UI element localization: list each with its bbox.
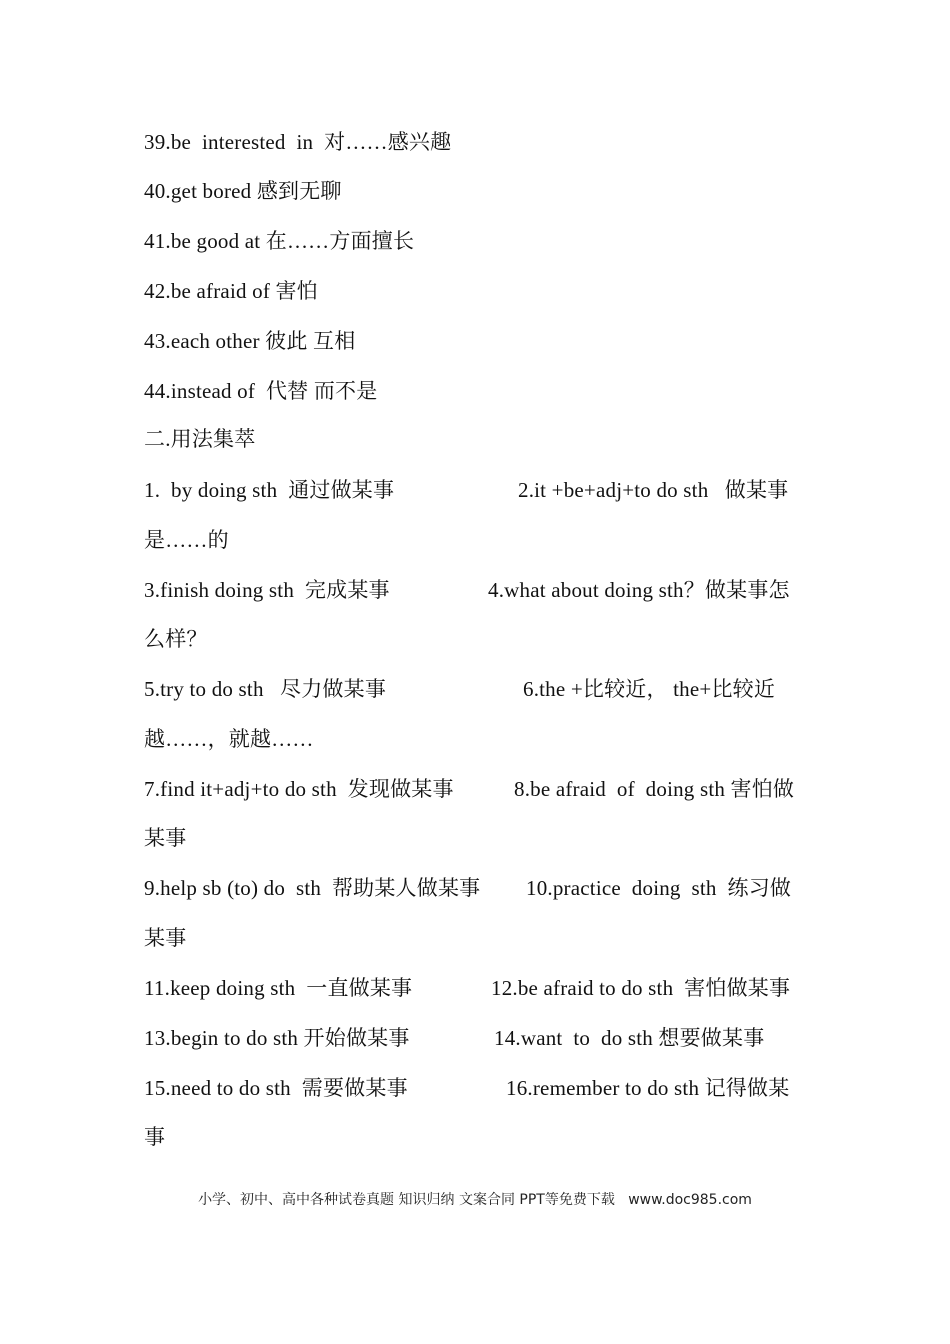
usage-2-continued: 是……的 [144, 528, 229, 552]
usage-16: 16.remember to do sth 记得做某 [506, 1076, 790, 1100]
phrase-44: 44.instead of 代替 而不是 [144, 379, 378, 403]
phrase-43: 43.each other 彼此 互相 [144, 329, 356, 353]
phrase-39: 39.be interested in 对……感兴趣 [144, 130, 452, 154]
usage-1: 1. by doing sth 通过做某事 [144, 478, 395, 502]
usage-16-continued: 事 [144, 1125, 166, 1149]
phrase-41: 41.be good at 在……方面擅长 [144, 229, 415, 253]
usage-13: 13.begin to do sth 开始做某事 [144, 1026, 410, 1050]
usage-8: 8.be afraid of doing sth 害怕做 [514, 777, 795, 801]
usage-10-continued: 某事 [144, 926, 187, 950]
usage-7: 7.find it+adj+to do sth 发现做某事 [144, 777, 454, 801]
usage-6-continued: 越……，就越…… [144, 727, 314, 751]
usage-3: 3.finish doing sth 完成某事 [144, 578, 390, 602]
phrase-40: 40.get bored 感到无聊 [144, 179, 342, 203]
usage-2: 2.it +be+adj+to do sth 做某事 [518, 478, 789, 502]
usage-10: 10.practice doing sth 练习做 [526, 876, 792, 900]
page-footer: 小学、初中、高中各种试卷真题 知识归纳 文案合同 PPT等免费下载 www.doc985.com [198, 1192, 752, 1208]
usage-6: 6.the +比较近， the+比较近 [523, 677, 776, 701]
usage-9: 9.help sb (to) do sth 帮助某人做某事 [144, 876, 481, 900]
section-heading: 二.用法集萃 [144, 427, 256, 451]
usage-8-continued: 某事 [144, 826, 187, 850]
usage-4-continued: 么样？ [144, 627, 208, 651]
usage-11: 11.keep doing sth 一直做某事 [144, 976, 413, 1000]
usage-15: 15.need to do sth 需要做某事 [144, 1076, 408, 1100]
phrase-42: 42.be afraid of 害怕 [144, 279, 318, 303]
usage-12: 12.be afraid to do sth 害怕做某事 [491, 976, 791, 1000]
usage-5: 5.try to do sth 尽力做某事 [144, 677, 387, 701]
usage-14: 14.want to do sth 想要做某事 [494, 1026, 765, 1050]
usage-4: 4.what about doing sth？做某事怎 [488, 578, 790, 602]
